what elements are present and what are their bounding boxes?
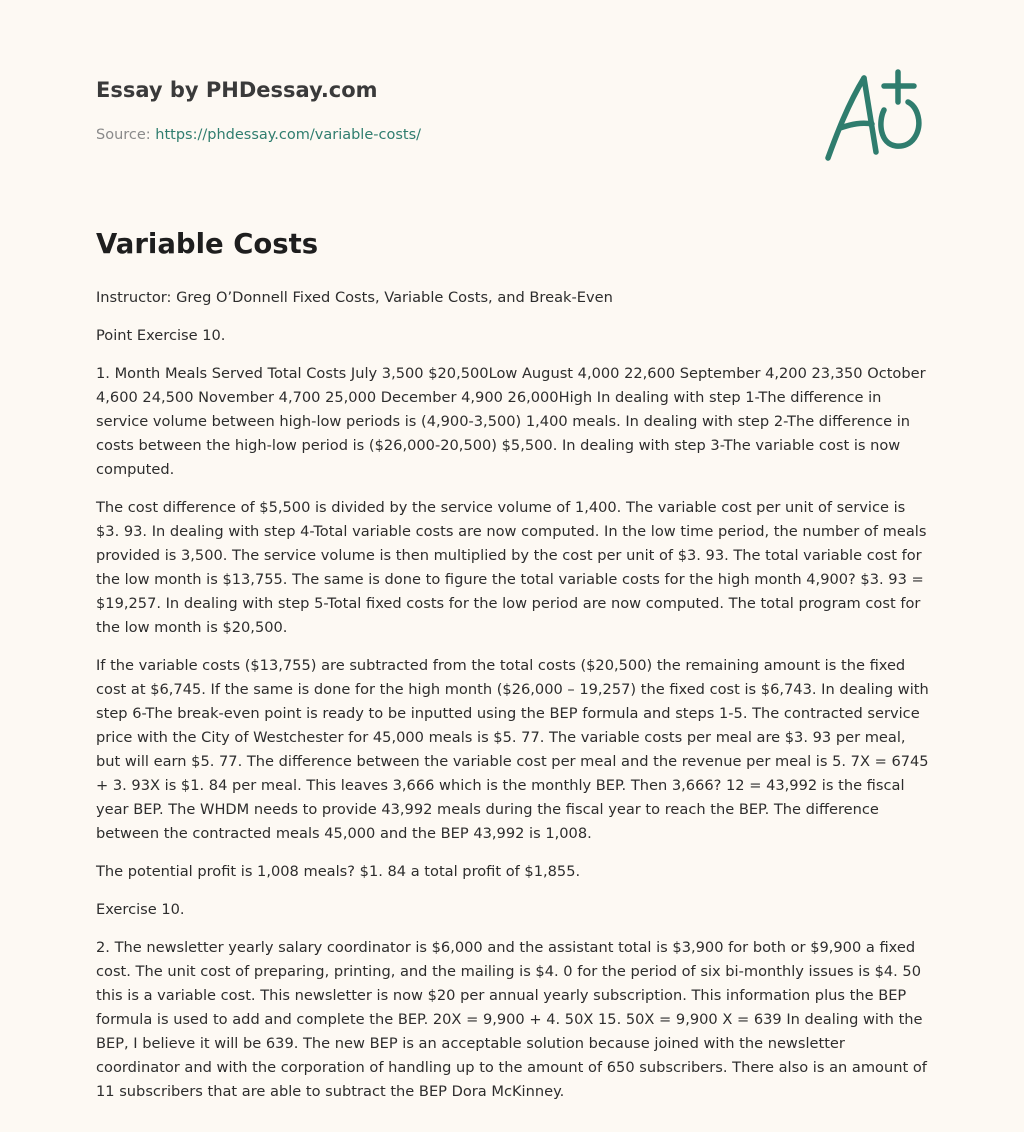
essay-body <box>96 286 930 1118</box>
source-label: Source: <box>96 127 151 143</box>
essay-title: Variable Costs <box>96 228 319 260</box>
essay-paragraph: 1. Month Meals Served Total Costs July 3,500 $20,500Low August 4,000 22,600 September 4,200 23,350 October 4,600 24,500 November 4,700 25,000 December 4,900 26,000High In dealing with step 1-The difference in service volume between high-low periods is (4,900-3,500) 1,400 meals. In dealing with step 2-The difference in costs between the high-low period is ($26,000-20,500) $5,500. In dealing with step 3-The variable cost is now computed. <box>96 365 926 478</box>
essay-paragraph: 2. The newsletter yearly salary coordinator is $6,000 and the assistant total is $3,900 for both or $9,900 a fixed cost. The unit cost of preparing, printing, and the mailing is $4. 0 for the period of six bi-monthly issues is $4. 50 this is a variable cost. This newsletter is now $20 per annual yearly subscription. This information plus the BEP formula is used to add and complete the BEP. 20X = 9,900 + 4. 50X 15. 50X = 9,900 X = 639 In dealing with the BEP, I believe it will be 639. The new BEP is an acceptable solution because joined with the newsletter coordinator and with the corporation of handling up to the amount of 650 subscribers. There also is an amount of 11 subscribers that are able to subtract the BEP Dora McKinney. <box>96 939 927 1100</box>
page-header <box>96 76 796 145</box>
essay-paragraph: Exercise 10. <box>96 901 185 918</box>
source-link[interactable]: https://phdessay.com/variable-costs/ <box>155 127 422 143</box>
essay-paragraph: Instructor: Greg O’Donnell Fixed Costs, Variable Costs, and Break-Even <box>96 289 613 306</box>
essay-paragraph: Point Exercise 10. <box>96 327 226 344</box>
essay-paragraph: The potential profit is 1,008 meals? $1. 84 a total profit of $1,855. <box>96 863 581 880</box>
site-title: Essay by PHDessay.com <box>96 78 378 102</box>
essay-paragraph: If the variable costs ($13,755) are subtracted from the total costs ($20,500) the remaining amount is the fixed cost at $6,745. If the same is done for the high month ($26,000 – 19,257) the fixed cost is $6,743. In dealing with step 6-The break-even point is ready to be inputted using the BEP formula and steps 1-5. The contracted service price with the City of Westchester for 45,000 meals is $5. 77. The variable costs per meal are $3. 93 per meal, but will earn $5. 77. The difference between the variable cost per meal and the revenue per meal is 5. 7X = 6745 + 3. 93X is $1. 84 per meal. This leaves 3,666 which is the monthly BEP. Then 3,666? 12 = 43,992 is the fiscal year BEP. The WHDM needs to provide 43,992 meals during the fiscal year to reach the BEP. The difference between the contracted meals 45,000 and the BEP 43,992 is 1,008. <box>96 657 929 842</box>
source-line <box>96 125 796 145</box>
a-plus-logo-svg <box>818 66 928 166</box>
a-plus-logo-icon <box>818 66 928 166</box>
essay-paragraph: The cost difference of $5,500 is divided by the service volume of 1,400. The variable cost per unit of service is $3. 93. In dealing with step 4-Total variable costs are now computed. In the low time period, the number of meals provided is 3,500. The service volume is then multiplied by the cost per unit of $3. 93. The total variable cost for the low month is $13,755. The same is done to figure the total variable costs for the high month 4,900? $3. 93 = $19,257. In dealing with step 5-Total fixed costs for the low period are now computed. The total program cost for the low month is $20,500. <box>96 499 927 636</box>
